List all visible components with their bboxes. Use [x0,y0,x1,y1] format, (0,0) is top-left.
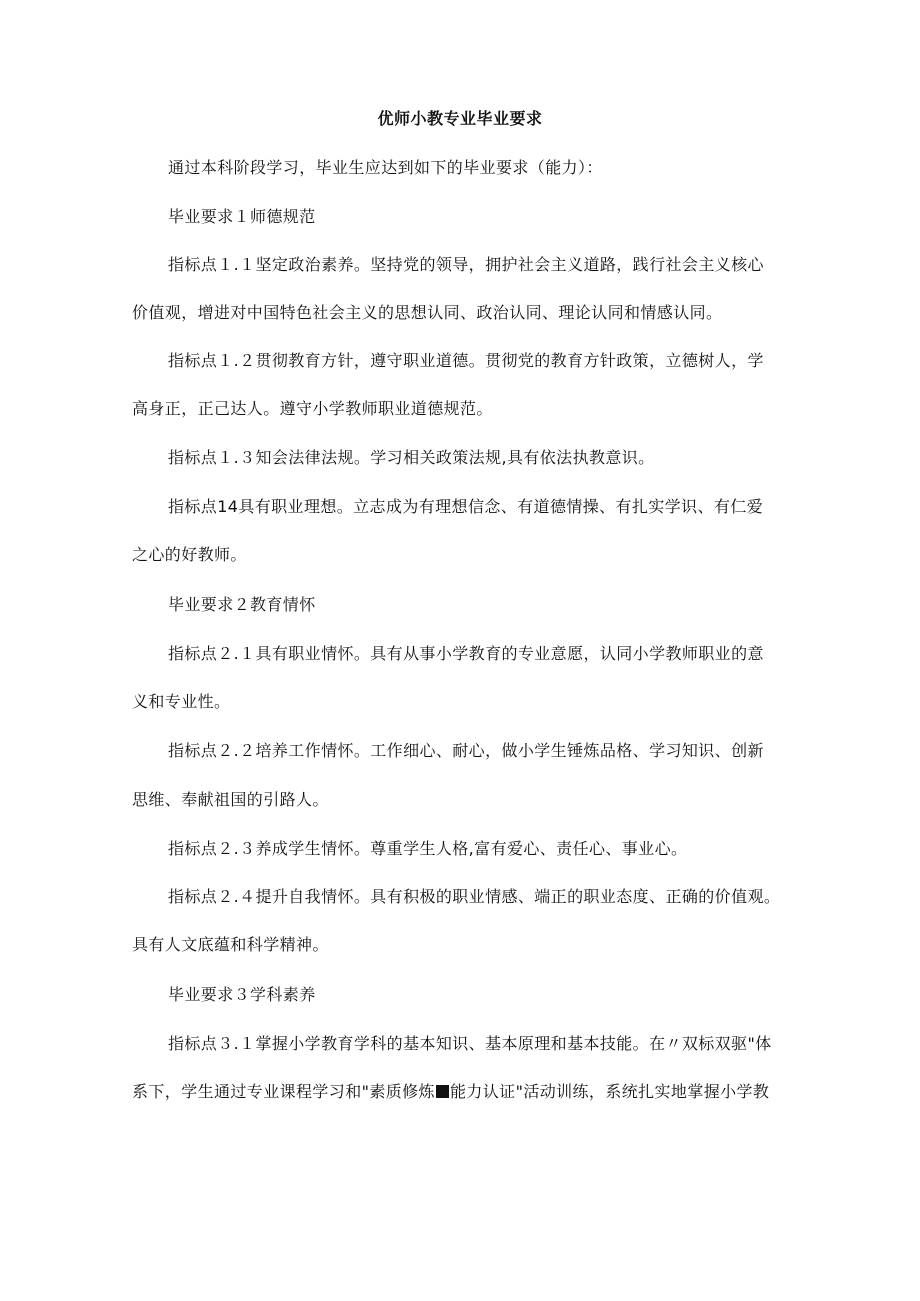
indicator-2-4-line-1: 指标点２.４提升自我情怀。具有积极的职业情感、端正的职业态度、正确的价值观。 [168,887,781,906]
requirement-heading-3: 毕业要求３学科素养 [168,985,316,1004]
indicator-1-1-line-2: 价值观，增进对中国特色社会主义的思想认同、政治认同、理论认同和情感认同。 [132,303,723,322]
indicator-2-2-line-1: 指标点２.２培养工作情怀。工作细心、耐心，做小学生锤炼品格、学习知识、创新 [168,741,764,760]
indicator-3-1-line-2-part-1: 系下，学生通过专业课程学习和"素质修炼 [132,1082,435,1101]
document-title: 优师小教专业毕业要求 [377,109,543,128]
indicator-2-3: 指标点２.３养成学生情怀。尊重学生人格,富有爱心、责任心、事业心。 [168,839,688,858]
indicator-1-3: 指标点１.３知会法律法规。学习相关政策法规,具有依法执教意识。 [168,448,655,467]
indicator-3-1-line-2-part-2: 能力认证"活动训练，系统扎实地掌握小学教 [449,1082,770,1101]
indicator-1-2-line-1: 指标点１.２贯彻教育方针，遵守职业道德。贯彻党的教育方针政策，立德树人，学 [168,351,764,370]
indicator-3-1-line-1: 指标点３.１掌握小学教育学科的基本知识、基本原理和基本技能。在〃双标双驱"体 [168,1034,772,1053]
indicator-2-1-line-1: 指标点２.１具有职业情怀。具有从事小学教育的专业意愿，认同小学教师职业的意 [168,644,764,663]
indicator-1-4-line-1: 指标点14具有职业理想。立志成为有理想信念、有道德情操、有扎实学识、有仁爱 [168,497,764,516]
indicator-2-2-line-2: 思维、奉献祖国的引路人。 [132,790,329,809]
indicator-1-4-line-2: 之心的好教师。 [132,545,247,564]
black-square-icon [436,1085,449,1098]
indicator-2-4-line-2: 具有人文底蕴和科学精神。 [132,935,329,954]
indicator-2-1-line-2: 义和专业性。 [132,692,231,711]
intro-paragraph: 通过本科阶段学习，毕业生应达到如下的毕业要求（能力）： [168,158,603,177]
indicator-1-1-line-1: 指标点１.１坚定政治素养。坚持党的领导，拥护社会主义道路，践行社会主义核心 [168,255,764,274]
requirement-heading-2: 毕业要求２教育情怀 [168,595,316,614]
indicator-3-1-line-2 [132,1081,802,1103]
indicator-1-2-line-2: 高身正，正己达人。遵守小学教师职业道德规范。 [132,399,493,418]
requirement-heading-1: 毕业要求１师德规范 [168,207,316,226]
